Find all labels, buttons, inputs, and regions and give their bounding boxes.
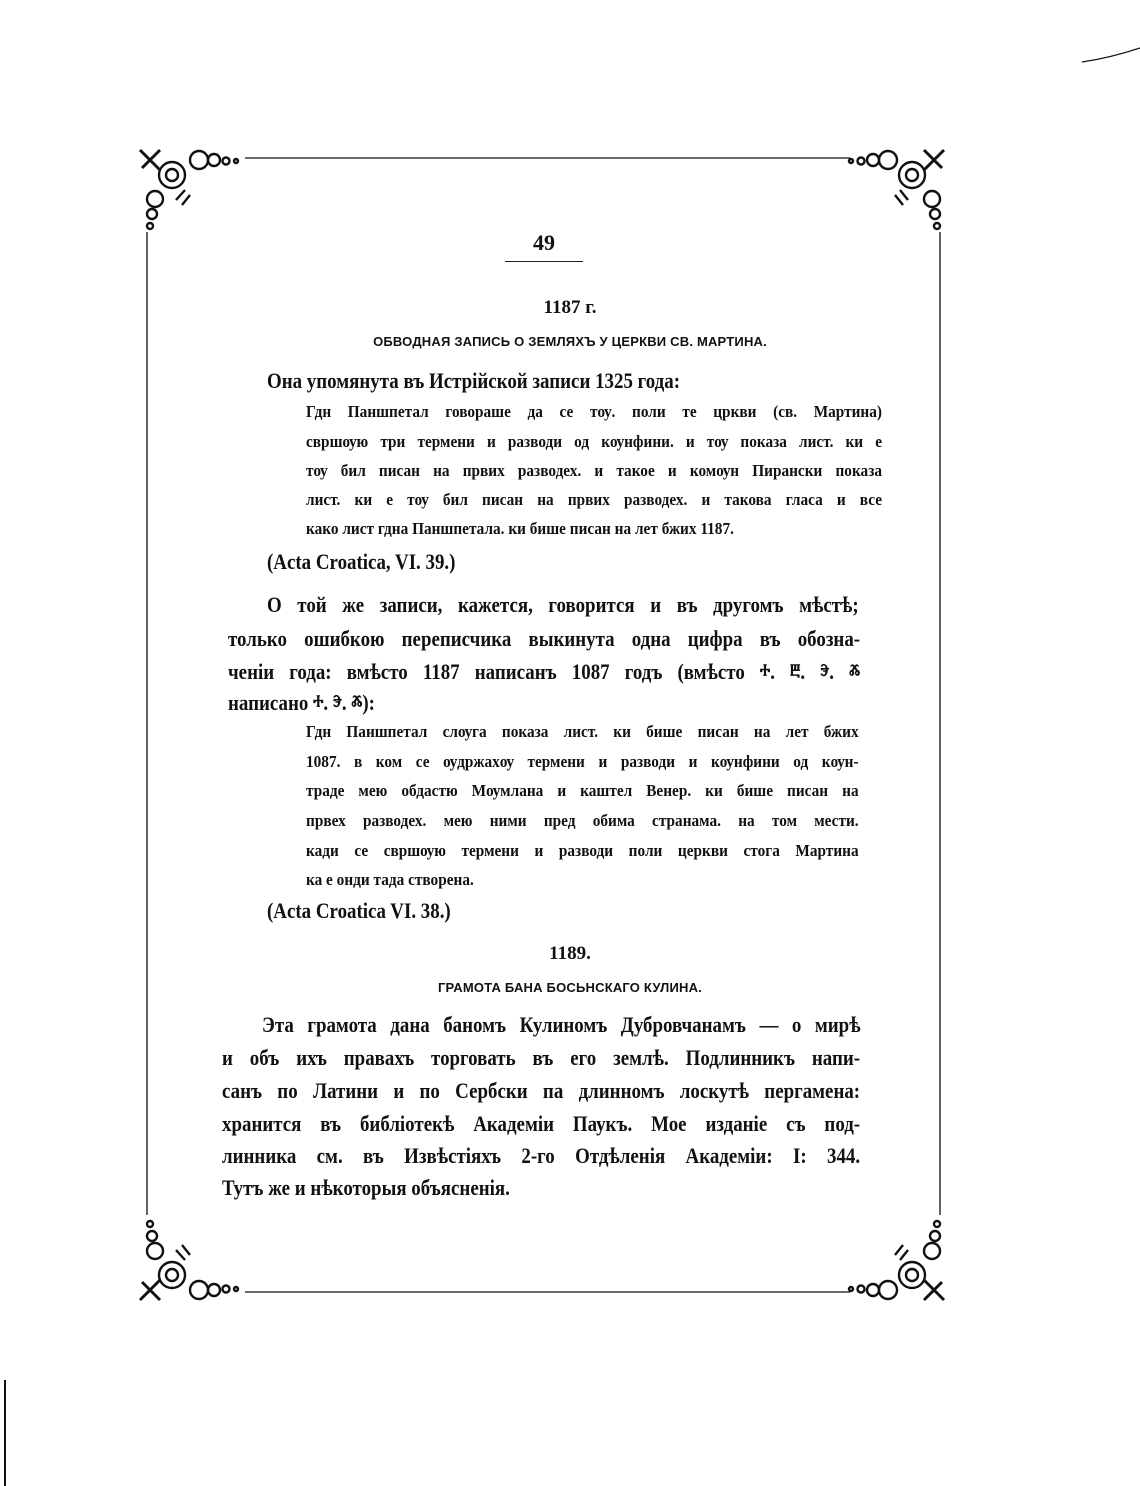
margin-stroke bbox=[1082, 48, 1140, 62]
corner-ornament-top-right bbox=[849, 150, 944, 229]
paragraph1-line: только ошибкою переписчика выкинута одна цифра въ обозна- bbox=[228, 626, 861, 651]
quote1-line: лист. ки е тѹ бил писан на првих разводех. и такова гласа и все bbox=[306, 490, 882, 509]
quote1-line: како лист гдна Паншпетала. ки бише писан на лет бжих 1187. bbox=[306, 519, 734, 538]
quote2-line: Гдн Паншпетал слѹга показа лист. ки бише писан на лет бжих bbox=[306, 722, 859, 741]
paragraph2-line: санъ по Латини и по Сербски па длинномъ лоскутѣ пергамена: bbox=[222, 1078, 861, 1103]
quote2-line: првех разводех. мею ними пред обима странама. на том мести. bbox=[306, 811, 859, 830]
quote1-line: Гдн Паншпетал говораше да се тѹ. поли те цркви (св. Мартина) bbox=[306, 402, 882, 421]
section2-year: 1189. bbox=[549, 943, 591, 964]
paragraph2-line: Тутъ же и нѣкоторыя объясненія. bbox=[222, 1175, 510, 1200]
page-number-rule bbox=[505, 261, 583, 262]
page-number: 49 bbox=[533, 230, 555, 255]
paragraph2-line: линника см. въ Извѣстіяхъ 2-го Отдѣленія Академіи: I: 344. bbox=[222, 1143, 861, 1168]
citation2: (Acta Croatica VI. 38.) bbox=[267, 898, 451, 923]
paragraph2-line: Эта грамота дана баномъ Кулиномъ Дубровчанамъ — о мирѣ bbox=[262, 1012, 861, 1037]
corner-ornament-top-left bbox=[140, 150, 238, 229]
paragraph1-line: О той же записи, кажется, говорится и въ другомъ мѣстѣ; bbox=[267, 592, 859, 617]
quote1-line: тѹ бил писан на првих разводех. и такое и комѹн Пирански показа bbox=[306, 461, 882, 480]
section1-intro: Она упомянута въ Истрійской записи 1325 года: bbox=[267, 368, 681, 393]
quote2-line: ка е онди тада створена. bbox=[306, 870, 474, 889]
paragraph1-line: написано ⰰ. ⰵ. ⰶ): bbox=[228, 690, 375, 715]
paragraph1-line: ченіи года: вмѣсто 1187 написанъ 1087 годъ (вмѣсто ⰰ. ⰱ. ⰵ. ⰶ bbox=[228, 659, 861, 684]
paragraph2-line: и объ ихъ правахъ торговать въ его землѣ. Подлинникъ напи- bbox=[222, 1045, 861, 1070]
section2-heading: ГРАМОТА БАНА БОСЬНСКАГО КУЛИНА. bbox=[437, 980, 703, 995]
corner-ornament-bottom-right bbox=[849, 1221, 944, 1300]
quote1-line: свршѹю три термени и разводи од кѹнфини. и тѹ показа лист. ки е bbox=[306, 432, 882, 451]
section1-heading: ОБВОДНАЯ ЗАПИСЬ О ЗЕМЛЯХЪ У ЦЕРКВИ СВ. МАРТИНА. bbox=[373, 334, 767, 349]
paragraph2-line: хранится въ библіотекѣ Академіи Паукъ. Мое изданіе съ под- bbox=[222, 1111, 861, 1136]
quote2-line: кади се свршѹю термени и разводи поли церкви стога Мартина bbox=[306, 841, 859, 860]
quote2-line: траде мею обдастю Мѹмлана и каштел Венер. ки бише писан на bbox=[306, 781, 859, 800]
section1-year: 1187 г. bbox=[543, 297, 597, 318]
corner-ornament-bottom-left bbox=[140, 1221, 238, 1300]
citation1: (Acta Croatica, VI. 39.) bbox=[267, 549, 456, 574]
quote2-line: 1087. в ком се ѹдржахѹ термени и разводи и кѹнфини од кѹн- bbox=[306, 752, 859, 771]
